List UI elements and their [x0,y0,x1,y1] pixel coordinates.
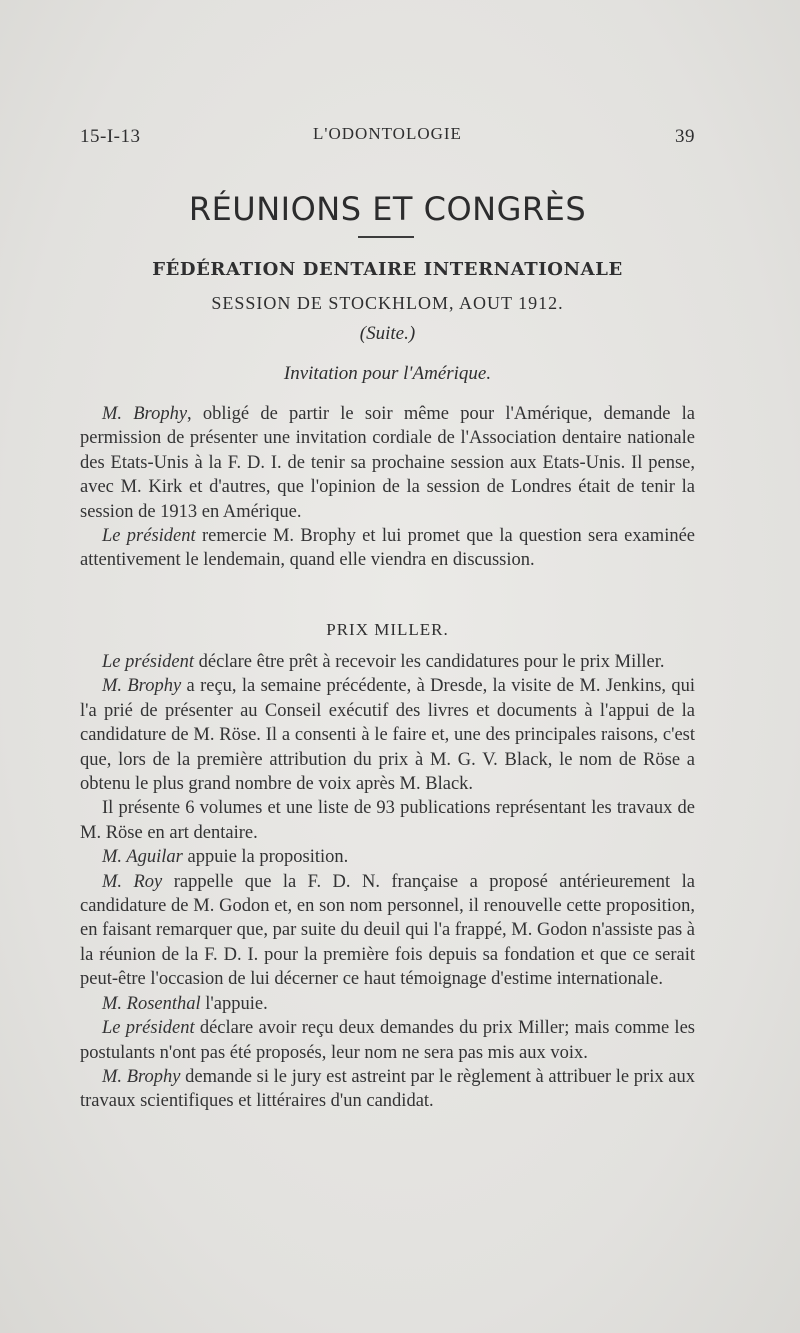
subheading-prix-miller: PRIX MILLER. [326,620,449,639]
paragraph [80,1065,695,1114]
paragraph-text: déclare avoir reçu deux demandes du prix Miller; mais comme les postulants n'ont pas été proposés, leur nom ne sera pas mis aux voix. [80,1018,695,1063]
section-title: FÉDÉRATION DENTAIRE INTERNATIONALE [152,259,623,280]
speaker: M. Brophy [102,404,188,424]
paragraph [80,674,695,796]
paragraph-text: , obligé de partir le soir même pour l'Amérique, demande la permission de présenter une invitation cordiale de l'Association dentaire nationale des Etats-Unis à la F. D. I. de tenir sa prochaine session aux Etats-Unis. Il pense, avec M. Kirk et d'autres, que l'opinion de la session de Londres était de tenir la session de 1913 en Amérique. [80,404,695,522]
body-part1 [80,402,695,573]
main-title: RÉUNIONS ET CONGRÈS [188,190,587,228]
paragraph-text: déclare être prêt à recevoir les candidatures pour le prix Miller. [193,652,665,672]
speaker: Le président [102,526,196,547]
speaker: M. Roy [102,871,163,892]
speaker: M. Brophy [102,676,182,697]
journal-name: L'ODONTOLOGIE [313,124,462,143]
subheading-invitation: Invitation pour l'Amérique. [283,363,492,384]
paragraph [80,1016,695,1065]
speaker: Le président [102,1018,195,1039]
issue-date: 15-I-13 [80,126,141,147]
section-subtitle: SESSION DE STOCKHLOM, AOUT 1912. [211,293,564,313]
paragraph-text: rappelle que la F. D. N. française a proposé antérieurement la candidature de M. Godon et, en son nom personnel, il renouvelle cette proposition, en faisant remarquer que, par suite du deuil qui l'a frappé, M. Godon n'assiste pas à la réunion de la F. D. I. pour la première fois depuis sa fondation et que ce serait peut-être l'occasion de lui décerner ce haut témoignage d'estime internationale. [80,871,695,990]
speaker: M. Rosenthal [102,993,201,1014]
paragraph [80,402,695,524]
speaker: Le président [102,652,194,672]
speaker: M. Aguilar [102,847,183,868]
paragraph [80,845,695,869]
paragraph [80,870,695,992]
paragraph-text: demande si le jury est astreint par le règlement à attribuer le prix aux travaux scientifiques et littéraires d'un candidat. [80,1066,695,1112]
paragraph [80,524,695,573]
paragraph [80,650,695,674]
running-head [80,120,695,150]
paragraph-text: Il présente 6 volumes et une liste de 93 publications représentant les travaux de M. Röse en art dentaire. [80,798,695,843]
paragraph-text: remercie M. Brophy et lui promet que la question sera examinée attentivement le lendemain, quand elle viendra en discussion. [80,526,696,571]
body-part2 [80,650,695,1114]
title-rule [358,236,414,238]
page-number: 39 [675,126,695,147]
paragraph [80,992,695,1016]
paragraph-text: a reçu, la semaine précédente, à Dresde, la visite de M. Jenkins, qui l'a prié de présenter au Conseil exécutif des livres et documents à l'appui de la candidature de M. Röse. Il a consenti à le faire et, une des principales raisons, c'est que, lors de la première attribution du prix à M. G. V. Black, le nom de Röse a obtenu le plus grand nombre de voix après M. Black. [80,676,696,795]
paragraph-text: l'appuie. [200,993,268,1014]
speaker: M. Brophy [102,1066,181,1087]
paragraph-text: appuie la proposition. [182,847,349,868]
continuation-note: (Suite.) [359,323,416,344]
paragraph [80,796,695,845]
